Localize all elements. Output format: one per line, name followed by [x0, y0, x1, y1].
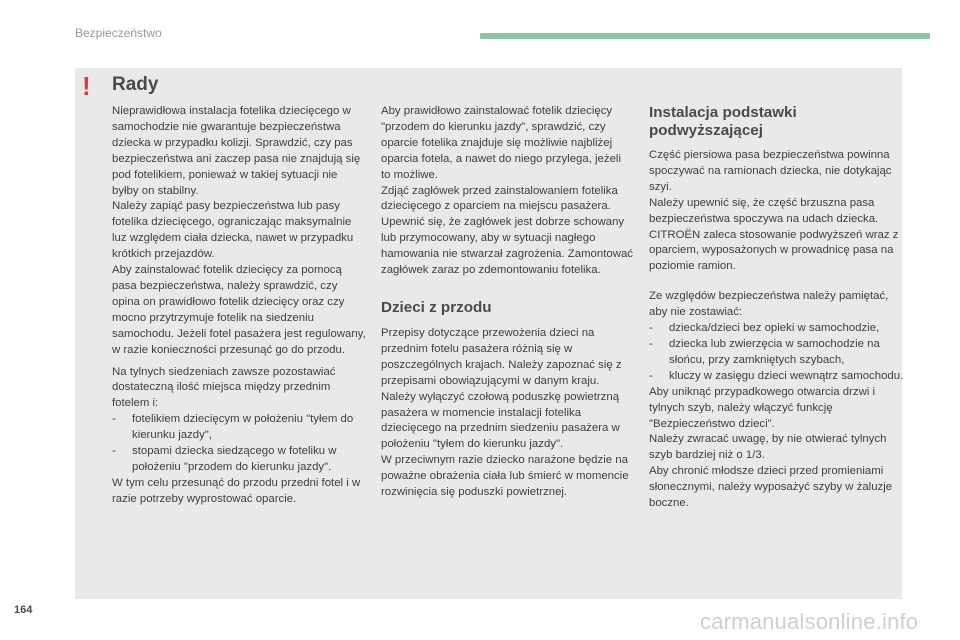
section-title: Bezpieczeństwo	[75, 26, 162, 40]
paragraph: Aby prawidłowo zainstalować fotelik dziecięcy "przodem do kierunku jazdy", sprawdzić, czy oparcie fotelika znajduje się możliwie najbliżej oparcia fotela, a nawet do niego przylega, jeżeli to możliwe.	[381, 105, 621, 181]
list-item: - stopami dziecka siedzącego w foteliku w położeniu "przodem do kierunku jazdy".	[112, 445, 337, 473]
booster-heading: Instalacja podstawki podwyższającej	[649, 104, 797, 139]
paragraph: Aby chronić młodsze dzieci przed promieniami słonecznymi, należy wyposażyć szyby w żaluzje boczne.	[649, 465, 893, 510]
header-accent-bar	[480, 33, 930, 39]
paragraph: Należy zapiąć pasy bezpieczeństwa lub pasy fotelika dziecięcego, ograniczając maksymalnie luz względem ciała dziecka, nawet w przypadku krótkich przejazdów.	[112, 200, 354, 261]
exclamation-icon: !	[82, 71, 91, 101]
paragraph: Należy wyłączyć czołową poduszkę powietrzną pasażera w momencie instalacji fotelika dziecięcego na przednim siedzeniu pasażera w położeniu "tyłem do kierunku jazdy".	[381, 390, 620, 451]
paragraph: CITROËN zaleca stosowanie podwyższeń wraz z oparciem, wyposażonych w prowadnicę pasa na poziomie ramion.	[649, 228, 899, 273]
paragraph: Część piersiowa pasa bezpieczeństwa powinna spoczywać na ramionach dziecka, nie dotykając szyi.	[649, 149, 892, 193]
spacing-list	[112, 412, 367, 476]
front-children-heading: Dzieci z przodu	[381, 298, 492, 316]
paragraph: W tym celu przesunąć do przodu przedni fotel i w razie potrzeby wyprostować oparcie.	[112, 476, 361, 505]
paragraph: W przeciwnym razie dziecko narażone będzie na poważne obrażenia ciała lub śmierć w momencie rozwinięcia się poduszki powietrznej.	[381, 454, 629, 499]
list-item: - dziecka lub zwierzęcia w samochodzie na słońcu, przy zamkniętych szybach,	[649, 337, 880, 366]
list-item: - fotelikiem dziecięcym w położeniu "tyłem do kierunku jazdy",	[112, 413, 354, 442]
watermark: carmanualsonline.info	[700, 609, 919, 634]
page-number: 164	[14, 604, 33, 616]
paragraph: Zdjąć zagłówek przed zainstalowaniem fotelika dziecięcego z oparciem na miejscu pasażera.	[381, 184, 618, 213]
paragraph: Aby uniknąć przypadkowego otwarcia drzwi i tylnych szyb, należy włączyć funkcję "Bezpieczeństwo dzieci".	[649, 385, 876, 430]
paragraph: Ze względów bezpieczeństwa należy pamiętać, aby nie zostawiać:	[649, 290, 889, 319]
paragraph: Na tylnych siedzeniach zawsze pozostawiać dostateczną ilość miejsca między przednim fotelem i:	[112, 365, 336, 410]
paragraph: Nieprawidłowa instalacja fotelika dziecięcego w samochodzie nie gwarantuje bezpieczeństwa dziecka w przypadku kolizji. Sprawdzić, czy pas bezpieczeństwa ani zaczep pasa nie znajdują się pod fotelikiem, ponieważ w takiej sytuacji nie byłby on stabilny.	[112, 105, 361, 197]
list-item: - dziecka/dzieci bez opieki w samochodzie,	[649, 322, 880, 335]
paragraph: Należy zwracać uwagę, by nie otwierać tylnych szyb bardziej niż o 1/3.	[649, 433, 887, 462]
paragraph: Należy upewnić się, że część brzuszna pasa bezpieczeństwa spoczywa na udach dziecka.	[649, 196, 879, 225]
paragraph: Upewnić się, że zagłówek jest dobrze schowany lub przymocowany, aby w sytuacji nagłego hamowania nie stwarzał zagrożenia. Zamontować zagłówek zaraz po zdemontowaniu fotelika.	[381, 216, 633, 277]
list-item: - kluczy w zasięgu dzieci wewnątrz samochodu.	[649, 369, 904, 382]
column-right	[649, 104, 904, 512]
do-not-leave-list	[649, 321, 904, 385]
column-left	[112, 104, 367, 508]
paragraph: Aby zainstalować fotelik dziecięcy za pomocą pasa bezpieczeństwa, należy sprawdzić, czy opina on prawidłowo fotelik dziecięcy oraz czy mocno przytrzymuje fotelik na siedzeniu samochodu. Jeżeli fotel pasażera jest regulowany, w razie konieczności przesunąć go do przodu.	[112, 264, 366, 356]
column-middle	[381, 104, 633, 501]
tips-title: Rady	[112, 74, 159, 95]
paragraph: Przepisy dotyczące przewożenia dzieci na przednim fotelu pasażera różnią się w poszczególnych krajach. Należy zapoznać się z przepisami obowiązującymi w danym kraju.	[381, 326, 622, 387]
